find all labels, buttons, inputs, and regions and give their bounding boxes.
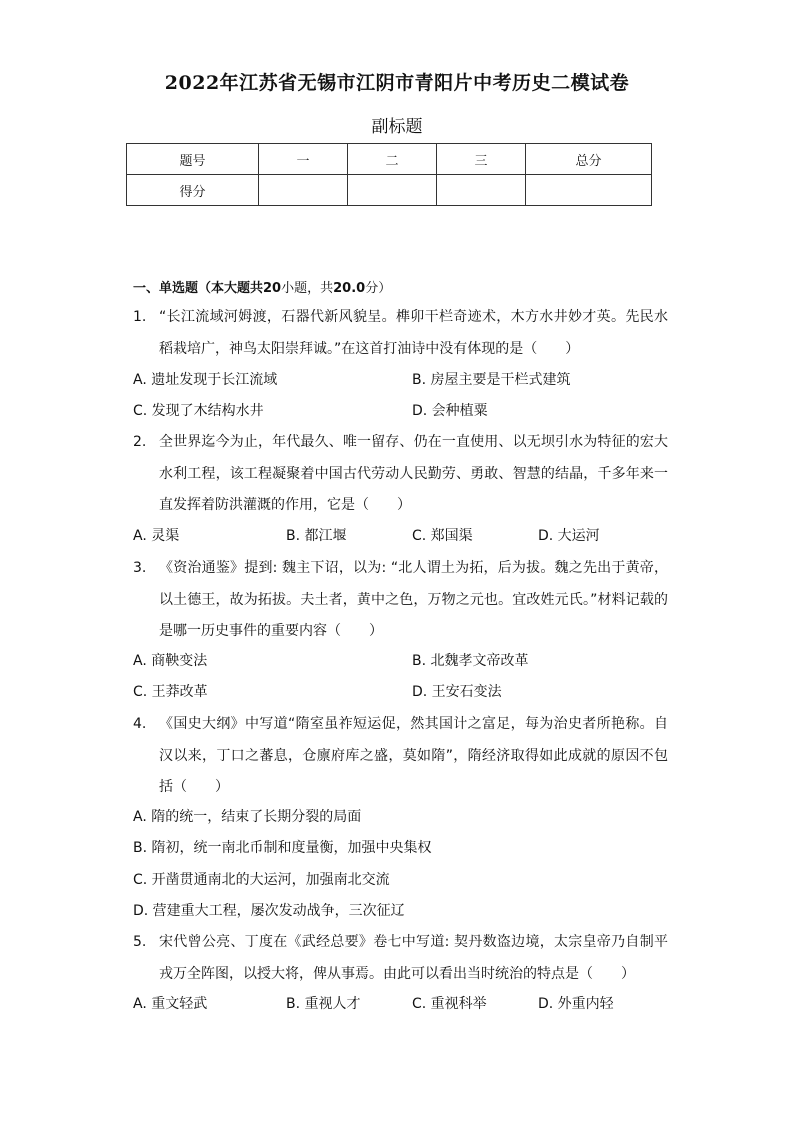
question-number: 4. bbox=[133, 716, 147, 732]
question-text: 《国史大纲》中写道“隋室虽祚短运促，然其国计之富足，每为治史者所艳称。自汉以来，丁口之蕃息，仓廪府库之盛，莫如隋”，隋经济取得如此成就的原因不包括（ ） bbox=[159, 716, 668, 795]
question-3 bbox=[133, 553, 668, 648]
score-cell[interactable] bbox=[437, 175, 526, 206]
question-4 bbox=[133, 709, 668, 804]
score-header-cell: 二 bbox=[348, 144, 437, 175]
question-text: “长江流域河姆渡，石器代新风貌呈。榫卯干栏奇迹术，木方水井妙才英。先民水稻栽培广，神鸟太阳崇拜诚。”在这首打油诗中没有体现的是（ ） bbox=[159, 309, 668, 357]
option-b[interactable]: B. 重视人才 bbox=[286, 996, 361, 1012]
score-header-cell: 总分 bbox=[526, 144, 652, 175]
question-5 bbox=[133, 927, 668, 990]
option-d[interactable]: D. 外重内轻 bbox=[538, 996, 614, 1012]
question-number: 3. bbox=[133, 560, 147, 576]
option-a[interactable]: A. 商鞅变法 bbox=[133, 653, 208, 669]
option-a[interactable]: A. 隋的统一，结束了长期分裂的局面 bbox=[133, 809, 362, 825]
score-table-score-row bbox=[127, 175, 652, 206]
option-c[interactable]: C. 开凿贯通南北的大运河，加强南北交流 bbox=[133, 872, 390, 888]
option-c[interactable]: C. 重视科举 bbox=[412, 996, 487, 1012]
score-table-header-row bbox=[127, 144, 652, 175]
exam-subtitle: 副标题 bbox=[371, 117, 423, 137]
option-a[interactable]: A. 重文轻武 bbox=[133, 996, 208, 1012]
section-label: 一、单选题（本大题共 bbox=[133, 281, 264, 296]
question-2 bbox=[133, 427, 668, 522]
option-d[interactable]: D. 大运河 bbox=[538, 528, 600, 544]
exam-title: 2022年江苏省无锡市江阴市青阳片中考历史二模试卷 bbox=[164, 72, 630, 94]
option-c[interactable]: C. 王莽改革 bbox=[133, 684, 208, 700]
option-c[interactable]: C. 郑国渠 bbox=[412, 528, 473, 544]
option-b[interactable]: B. 都江堰 bbox=[286, 528, 347, 544]
option-b[interactable]: B. 隋初，统一南北币制和度量衡，加强中央集权 bbox=[133, 840, 432, 856]
question-text: 宋代曾公亮、丁度在《武经总要》卷七中写道: 契丹数盗边境，太宗皇帝乃自制平戎万全阵图，以授大将，俾从事焉。由此可以看出当时统治的特点是（ ） bbox=[159, 934, 668, 982]
option-b[interactable]: B. 房屋主要是干栏式建筑 bbox=[412, 372, 571, 388]
section-mid: 小题，共 bbox=[281, 281, 334, 296]
option-b[interactable]: B. 北魏孝文帝改革 bbox=[412, 653, 529, 669]
question-number: 2. bbox=[133, 434, 147, 450]
option-d[interactable]: D. 王安石变法 bbox=[412, 684, 502, 700]
score-header-cell: 题号 bbox=[127, 144, 259, 175]
option-d[interactable]: D. 会种植粟 bbox=[412, 403, 488, 419]
section-end: 分） bbox=[365, 281, 392, 296]
option-c[interactable]: C. 发现了木结构水井 bbox=[133, 403, 264, 419]
question-text: 全世界迄今为止，年代最久、唯一留存、仍在一直使用、以无坝引水为特征的宏大水利工程，该工程凝聚着中国古代劳动人民勤劳、勇敢、智慧的结晶，千多年来一直发挥着防洪灌溉的作用，它是（ ） bbox=[159, 434, 668, 513]
score-header-cell: 一 bbox=[259, 144, 348, 175]
score-cell[interactable] bbox=[348, 175, 437, 206]
section-points: 20.0 bbox=[333, 281, 366, 296]
question-number: 1. bbox=[133, 309, 147, 325]
score-table bbox=[126, 143, 652, 206]
score-header-cell: 三 bbox=[437, 144, 526, 175]
option-a[interactable]: A. 遗址发现于长江流域 bbox=[133, 372, 278, 388]
option-a[interactable]: A. 灵渠 bbox=[133, 528, 180, 544]
score-cell[interactable] bbox=[526, 175, 652, 206]
score-row-label: 得分 bbox=[127, 175, 259, 206]
option-d[interactable]: D. 营建重大工程，屡次发动战争，三次征辽 bbox=[133, 903, 405, 919]
question-number: 5. bbox=[133, 934, 147, 950]
question-1 bbox=[133, 302, 668, 365]
section-heading bbox=[133, 277, 391, 296]
section-count: 20 bbox=[263, 281, 282, 296]
question-text: 《资治通鉴》提到: 魏主下诏，以为: “北人谓土为拓，后为拔。魏之先出于黄帝，以土德王，故为拓拔。夫土者，黄中之色，万物之元也。宜改姓元氏。”材料记载的是哪一历史事件的重要内容（ ） bbox=[159, 560, 668, 639]
score-cell[interactable] bbox=[259, 175, 348, 206]
